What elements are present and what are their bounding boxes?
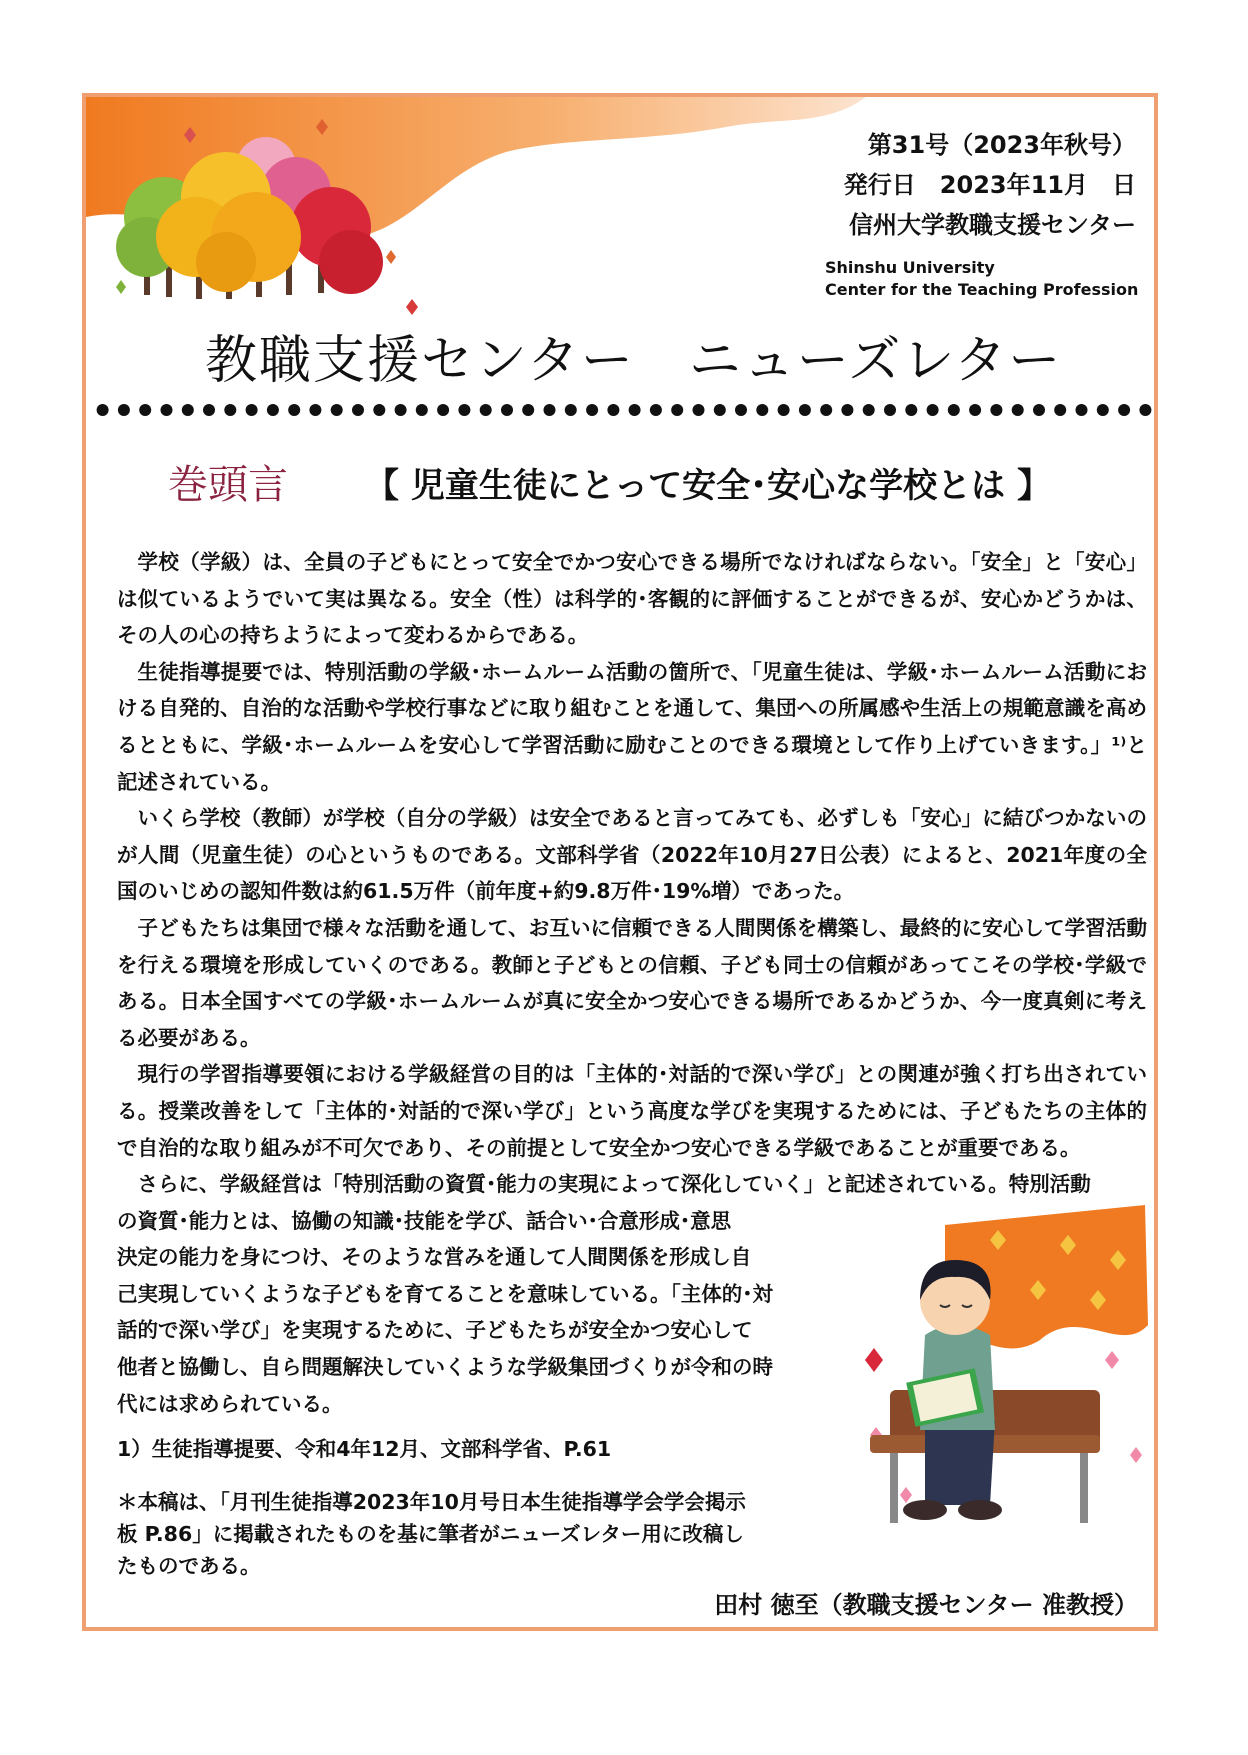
issue-info: [844, 125, 1136, 245]
divider-dot: [1076, 404, 1088, 416]
organization-english-line-1: Shinshu University: [825, 258, 995, 277]
paragraph-1: 学校（学級）は、全員の子どもにとって安全でかつ安心できる場所でなければならない。「安全」と「安心」は似ているようでいて実は異なる。安全（性）は科学的･客観的に評価することができるが、安心かどうかは、その人の心の持ちようによって変わるからである。: [117, 550, 1147, 648]
divider-dot: [544, 404, 556, 416]
text-line: 己実現していくような子どもを育てることを意味している。「主体的･対: [117, 1281, 773, 1306]
divider-dot: [1097, 404, 1109, 416]
divider-dot: [948, 404, 960, 416]
divider-dot: [778, 404, 790, 416]
issue-date: 発行日 2023年11月 日: [843, 171, 1136, 199]
author: 田村 徳至（教職支援センター 准教授）: [714, 1591, 1138, 1619]
issue-number: 第31号（2023年秋号）: [867, 131, 1136, 159]
divider-dot: [990, 404, 1002, 416]
divider-dot: [331, 404, 343, 416]
dotted-divider: [92, 401, 1156, 419]
divider-dot: [501, 404, 513, 416]
paragraph-6: さらに、学級経営は「特別活動の資質･能力の実現によって深化していく」と記述されている。特別活動: [137, 1172, 1091, 1197]
divider-dot: [373, 404, 385, 416]
divider-dot: [756, 404, 768, 416]
divider-dot: [203, 404, 215, 416]
divider-dot: [1054, 404, 1066, 416]
divider-dot: [1139, 404, 1151, 416]
divider-dot: [395, 404, 407, 416]
text-line: 決定の能力を身につけ、そのような営みを通して人間関係を形成し自: [117, 1245, 752, 1270]
divider-dot: [458, 404, 470, 416]
divider-dot: [650, 404, 662, 416]
divider-dot: [969, 404, 981, 416]
paragraph-4: 子どもたちは集団で様々な活動を通して、お互いに信頼できる人間関係を構築し、最終的に安心して学習活動を行える環境を形成していくのである。教師と子どもとの信頼、子ども同士の信頼があってこその学校･学級である。日本全国すべての学級･ホームルームが真に安全かつ安心できる場所であるかどうか、今一度真剣に考える必要がある。: [117, 915, 1147, 1050]
divider-dot: [182, 404, 194, 416]
divider-dot: [522, 404, 534, 416]
editorial-note: ＊本稿は、「月刊生徒指導2023年10月号日本生徒指導学会学会掲示板 P.86」に掲載されたものを基に筆者がニューズレター用に改稿したものである。: [117, 1490, 746, 1578]
section-label: 巻頭言: [168, 462, 288, 508]
divider-dot: [735, 404, 747, 416]
divider-dot: [1033, 404, 1045, 416]
newsletter-title: 教職支援センター ニューズレター: [205, 331, 1063, 391]
divider-dot: [416, 404, 428, 416]
divider-dot: [1118, 404, 1130, 416]
divider-dot: [905, 404, 917, 416]
divider-dot: [884, 404, 896, 416]
text-line: 他者と協働し、自ら問題解決していくような学級集団づくりが令和の時: [117, 1355, 773, 1380]
divider-dot: [118, 404, 130, 416]
divider-dot: [927, 404, 939, 416]
paragraph-5: 現行の学習指導要領における学級経営の目的は「主体的･対話的で深い学び」との関連が強く打ち出されている。授業改善をして「主体的･対話的で深い学び」という高度な学びを実現するためには、子どもたちの主体的で自治的な取り組みが不可欠であり、その前提として安全かつ安心できる学級であることが重要である。: [117, 1062, 1147, 1160]
divider-dot: [97, 404, 109, 416]
divider-dot: [863, 404, 875, 416]
divider-dot: [607, 404, 619, 416]
boy-reading-on-bench-illustration: [830, 1205, 1150, 1535]
organization: 信州大学教職支援センター: [848, 211, 1136, 239]
autumn-trees-illustration: [86, 97, 866, 337]
divider-dot: [246, 404, 258, 416]
paragraph-3: いくら学校（教師）が学校（自分の学級）は安全であると言ってみても、必ずしも「安心」に結びつかないのが人間（児童生徒）の心というものである。文部科学省（2022年10月27日公表）によると、2021年度の全国のいじめの認知件数は約61.5万件（前年度+約9.8万件･19%増）であった。: [117, 806, 1147, 904]
divider-dot: [480, 404, 492, 416]
divider-dot: [799, 404, 811, 416]
reference: 1）生徒指導提要、令和4年12月、文部科学省、P.61: [117, 1437, 612, 1461]
divider-dot: [288, 404, 300, 416]
divider-dot: [267, 404, 279, 416]
divider-dot: [629, 404, 641, 416]
divider-dot: [139, 404, 151, 416]
divider-dot: [671, 404, 683, 416]
paragraph-2: 生徒指導提要では、特別活動の学級･ホームルーム活動の箇所で、「児童生徒は、学級･ホームルーム活動における自発的、自治的な活動や学校行事などに取り組むことを通して、集団への所属感や生活上の規範意識を高めるとともに、学級･ホームルームを安心して学習活動に励むことのできる環境として作り上げていきます。」¹⁾と記述されている。: [117, 659, 1147, 794]
text-line: 代には求められている。: [117, 1391, 343, 1416]
divider-dot: [714, 404, 726, 416]
divider-dot: [820, 404, 832, 416]
divider-dot: [161, 404, 173, 416]
divider-dot: [841, 404, 853, 416]
organization-english-line-2: Center for the Teaching Profession: [825, 280, 1139, 299]
divider-dot: [1012, 404, 1024, 416]
divider-dot: [693, 404, 705, 416]
organization-english: [825, 257, 1138, 301]
divider-dot: [224, 404, 236, 416]
maple-leaf-icon: [865, 1348, 883, 1372]
divider-dot: [352, 404, 364, 416]
divider-dot: [309, 404, 321, 416]
text-line: 話的で深い学び」を実現するために、子どもたちが安全かつ安心して: [117, 1318, 753, 1343]
divider-dot: [586, 404, 598, 416]
divider-dot: [565, 404, 577, 416]
article-title: 【 児童生徒にとって安全･安心な学校とは 】: [365, 466, 1051, 506]
divider-dot: [437, 404, 449, 416]
text-line: の資質･能力とは、協働の知識･技能を学び、話合い･合意形成･意思: [117, 1208, 732, 1233]
